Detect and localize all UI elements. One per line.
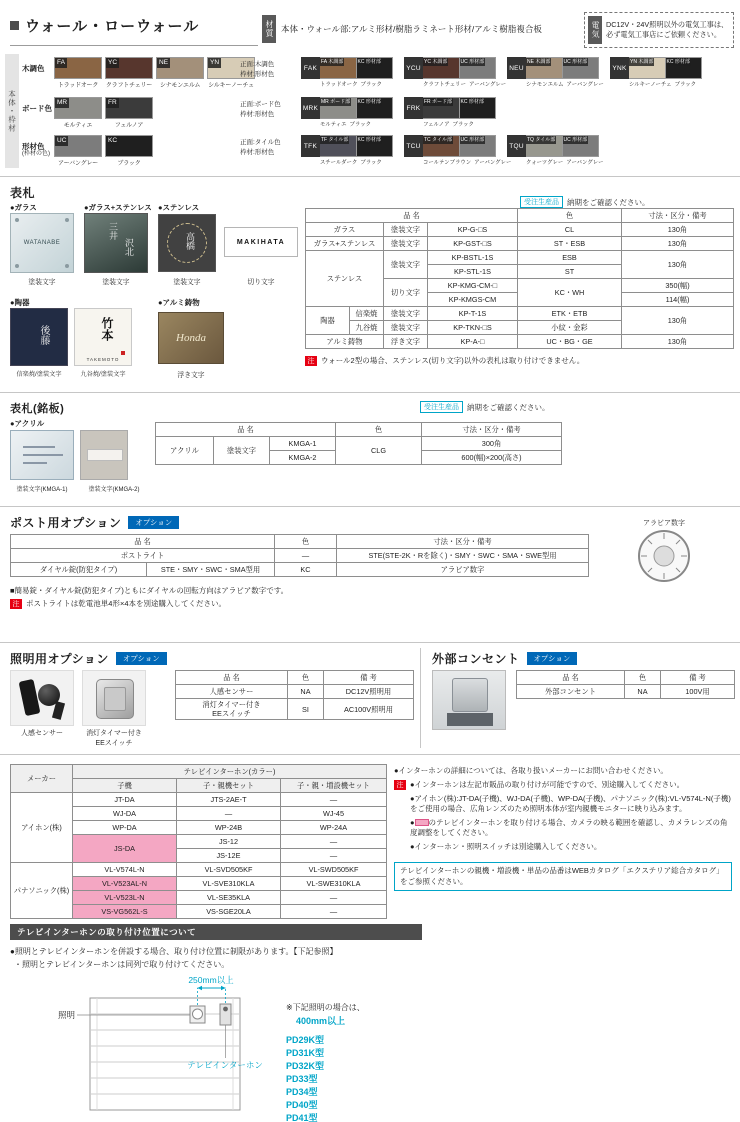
- row-label: 形材色 (枠材の色): [22, 142, 50, 158]
- color-combo: [301, 57, 393, 88]
- combo-left-tag: TF タイル部: [321, 137, 349, 143]
- color-combo: [404, 57, 507, 88]
- tile-combo-row: [240, 135, 604, 166]
- note-chip: 注: [305, 356, 317, 366]
- photo-caption: 塗装文字(KMGA-1): [16, 487, 68, 493]
- swatch-chip: [54, 57, 102, 79]
- swatch-code: YC: [108, 58, 118, 66]
- interphone-label: テレビインターホン: [187, 1060, 263, 1070]
- combo-row-label: 正面:木調色 枠材:形材色: [240, 61, 275, 79]
- dial-lock-illustration: [636, 528, 692, 584]
- combo-names: トラッドオーク ブラック: [320, 82, 382, 88]
- table-row: ダイヤル錠(防犯タイプ) STE・SMY・SWC・SMA型用 KC アラビア数字: [11, 563, 589, 577]
- nameplate-sample-text: 後藤: [38, 325, 49, 345]
- post-option-caution: 注 ポストライトは乾電池単4形×4本を別途購入してください。: [10, 599, 226, 609]
- combo-code: TFK: [301, 135, 320, 157]
- swatch-chip: [156, 57, 204, 79]
- ceramic-group-label: ●陶器: [10, 298, 30, 307]
- table-row: 人感センサー NA DC12V照明用: [176, 685, 414, 699]
- combo-right-swatch: [563, 57, 600, 79]
- col-header-size: 寸法・区分・備考: [422, 423, 562, 437]
- table-row: 外部コンセント NA 100V用: [517, 685, 735, 699]
- kutani-nameplate-photo: [74, 308, 132, 366]
- swatch-code: YN: [210, 58, 220, 66]
- swatch-name: クラフトチェリー: [105, 83, 153, 89]
- color-swatch: [54, 135, 102, 167]
- post-option-title: ポスト用オプション: [10, 516, 122, 530]
- swatch-name: フェルノア: [114, 123, 144, 129]
- combo-right-tag: UC 形材部: [460, 137, 485, 143]
- outdoor-outlet-photo: [432, 670, 506, 730]
- combo-names: スチールダーク ブラック: [320, 160, 382, 166]
- photo-caption: 塗装文字: [28, 279, 56, 286]
- header-row: [306, 209, 734, 223]
- option-badge: オプション: [116, 652, 167, 665]
- post-option-note: ■簡易錠・ダイヤル錠(防犯タイプ)ともにダイヤルの回転方向はアラビア数字です。: [10, 586, 289, 595]
- combo-left-tag: FR ボード部: [424, 99, 453, 105]
- swatch-code: FR: [108, 98, 117, 106]
- col-header-color: 色: [336, 423, 422, 437]
- shigaraki-nameplate-photo: [10, 308, 68, 366]
- lamp-model: PD41型: [286, 1113, 318, 1122]
- combo-right-tag: KC 形材部: [357, 137, 381, 143]
- combo-right-swatch: [460, 97, 497, 119]
- color-swatch: [54, 57, 102, 89]
- table-row: JS-DA JS-12 —: [11, 835, 387, 849]
- swatch-name: シナモンエルム: [159, 83, 201, 89]
- swatch-code: MR: [57, 98, 68, 106]
- body-frame-side-tab: 本体・枠材: [5, 54, 19, 168]
- page-title: ウォール・ローウォール: [25, 18, 200, 35]
- photo-caption: 塗装文字: [173, 279, 201, 286]
- combo-left-tag: TC タイル部: [424, 137, 452, 143]
- swatch-chip: [105, 97, 153, 119]
- combo-left-swatch: [320, 97, 357, 119]
- swatch-name: トラッドオーク: [57, 83, 99, 89]
- combo-left-swatch: [526, 57, 563, 79]
- dimension-label: 250mm以上: [188, 975, 234, 985]
- swatch-name: モルティエ: [63, 123, 93, 129]
- stainless-cut-nameplate-photo: [224, 227, 298, 257]
- light-option-title: 照明用オプション: [10, 652, 109, 666]
- table-row: WP-DA WP-24B WP-24A: [11, 821, 387, 835]
- light-option-table: [175, 670, 414, 720]
- option-badge: オプション: [527, 652, 578, 665]
- glass-stainless-group-label: ●ガラス+ステンレス: [84, 203, 152, 212]
- table-row: パナソニック(株) VL-V574L-N VL-SVD505KF VL-SWD505KF: [11, 863, 387, 877]
- interphone-note-top: ●インターホンの詳細については、各取り扱いメーカーにお問い合わせください。: [394, 766, 668, 775]
- motion-sensor-photo: [10, 670, 74, 726]
- table-row: WJ-DA — WJ-45: [11, 807, 387, 821]
- lamp-model: PD33型: [286, 1074, 318, 1084]
- combo-code: YCU: [404, 57, 423, 79]
- dial-label: アラビア数字: [643, 520, 685, 527]
- glass-group-label: ●ガラス: [10, 203, 37, 212]
- table-row: アクリル 塗装文字 KMGA-1 CLG 300角: [156, 437, 562, 451]
- combo-code: MRK: [301, 97, 320, 119]
- column-divider: [420, 648, 421, 748]
- combo-left-tag: FA 木調部: [321, 59, 344, 65]
- col-header-group: テレビインターホン(カラー): [73, 765, 387, 779]
- section-divider: [0, 176, 740, 177]
- table-row: KP-STL-1S ST: [306, 265, 734, 279]
- nameplate-sample-text: Honda: [176, 332, 206, 344]
- combo-code: TCU: [404, 135, 423, 157]
- photo-caption: 消灯タイマー付き EEスイッチ: [86, 730, 142, 747]
- swatch-code: KC: [108, 136, 118, 144]
- color-combo: [404, 135, 512, 166]
- outlet-title: 外部コンセント: [432, 652, 520, 666]
- nameplate-sample-text: MAKIHATA: [236, 238, 286, 246]
- col-header-size: 寸法・区分・備考: [622, 209, 734, 223]
- combo-right-tag: UC 形材部: [563, 137, 588, 143]
- table-row: KP-KMGS-CM 114(幅): [306, 293, 734, 307]
- combo-left-swatch: [629, 57, 666, 79]
- cast-aluminum-group-label: ●アルミ鋳物: [158, 298, 200, 307]
- web-catalog-note: テレビインターホンの親機・増設機・単品の品番はWEBカタログ「エクステリア総合カタログ」をご参照ください。: [394, 862, 732, 891]
- col-header-color: 色: [288, 671, 324, 685]
- mounting-position-header: テレビインターホンの取り付け位置について: [10, 924, 422, 940]
- combo-right-swatch: [357, 57, 394, 79]
- photo-caption: 九谷焼/塗装文字: [80, 371, 126, 378]
- combo-right-swatch: [357, 97, 394, 119]
- swatch-name: ブラック: [117, 161, 141, 167]
- col-header-name: 品 名: [156, 423, 336, 437]
- page-title-block: [10, 15, 258, 46]
- col-header-size: 寸法・区分・備考: [337, 535, 589, 549]
- combo-code: FAK: [301, 57, 320, 79]
- swatch-code: NE: [159, 58, 169, 66]
- post-option-table: [10, 534, 589, 577]
- note-chip: 注: [10, 599, 22, 609]
- wood-color-row: [22, 57, 258, 89]
- frame-color-row: [22, 135, 156, 167]
- combo-left-swatch: [423, 57, 460, 79]
- lamp-model-list: [286, 1034, 324, 1122]
- board-combo-row: [240, 97, 496, 128]
- wood-combo-row: [240, 57, 702, 88]
- lamp-model: PD29K型: [286, 1035, 325, 1045]
- mounting-bullet: ・照明とテレビインターホンは同列で取り付けてください。: [14, 960, 230, 969]
- photo-caption: 人感センサー: [21, 730, 63, 737]
- photo-caption: 信楽焼/塗装文字: [16, 371, 62, 378]
- section-divider: [0, 506, 740, 507]
- nameplate-sample-text: 高橋: [185, 232, 195, 250]
- made-to-order-chip: 受注生産品: [520, 196, 563, 208]
- col-header-note: 備 考: [324, 671, 414, 685]
- nameplate-sample-text: 三井: [108, 222, 118, 240]
- combo-names: フェルノア ブラック: [423, 122, 474, 128]
- combo-row-label: 正面:タイル色 枠材:形材色: [240, 139, 281, 157]
- table-row: JS-12E —: [11, 849, 387, 863]
- combo-right-swatch: [357, 135, 394, 157]
- table-row: VL-V523AL-N VL-SVE310KLA VL-SWE310KLA: [11, 877, 387, 891]
- interphone-table: [10, 764, 387, 919]
- combo-code: NEU: [507, 57, 526, 79]
- note-chip: 注: [394, 780, 406, 790]
- combo-left-swatch: [423, 135, 460, 157]
- cast-aluminum-nameplate-photo: [158, 312, 224, 364]
- col-header-maker: メーカー: [11, 765, 73, 793]
- swatch-chip: [54, 97, 102, 119]
- table-row: ポストライト — STE(STE-2K・Rを除く)・SMY・SWC・SMA・SWE型用: [11, 549, 589, 563]
- post-option-title-row: [10, 514, 179, 531]
- lighting-case-note: ※下記照明の場合は、: [286, 1003, 365, 1012]
- col-header-name: 品 名: [306, 209, 518, 223]
- combo-right-tag: UC 形材部: [563, 59, 588, 65]
- combo-names: シルキーノーチェ ブラック: [629, 82, 697, 88]
- color-swatch: [105, 135, 153, 167]
- material-label-chip: 材質: [262, 15, 276, 43]
- table-row: 陶器 信楽焼 塗装文字 KP-T-1S ETK・ETB 130角: [306, 307, 734, 321]
- acrylic-group-label: ●アクリル: [10, 419, 45, 428]
- combo-names: クォーツグレー アーバングレー: [526, 160, 604, 166]
- photo-caption: 浮き文字: [177, 372, 205, 379]
- combo-left-tag: NE 木調部: [527, 59, 551, 65]
- lamp-model: PD32K型: [286, 1061, 325, 1071]
- made-to-order-note: 受注生産品 納期をご確認ください。: [420, 401, 550, 413]
- header-row: [176, 671, 414, 685]
- outlet-table: [516, 670, 735, 699]
- swatch-chip: [105, 57, 153, 79]
- combo-names: モルティエ ブラック: [320, 122, 371, 128]
- combo-names: クラフトチェリー アーバングレー: [423, 82, 507, 88]
- row-label: 木調色: [22, 64, 45, 73]
- interphone-note: ●インターホン・照明スイッチは別途購入してください。: [410, 841, 602, 851]
- made-to-order-chip: 受注生産品: [420, 401, 463, 413]
- maker-cell: パナソニック(株): [11, 863, 73, 919]
- color-swatch: [54, 97, 102, 129]
- combo-left-tag: YC 木調部: [424, 59, 448, 65]
- interphone-note: ●インターホンは左記市販品の取り付けが可能ですので、別途購入してください。: [410, 780, 685, 789]
- col-header-color: 色: [625, 671, 661, 685]
- col-header-color: 色: [275, 535, 337, 549]
- color-swatch: [105, 97, 153, 129]
- board-color-row: [22, 97, 156, 129]
- electric-note-box: [584, 12, 734, 48]
- lighting-case-dimension: 400mm以上: [296, 1016, 346, 1026]
- glass-nameplate-photo: [10, 213, 74, 273]
- mounting-position-diagram: [50, 972, 290, 1122]
- option-badge: オプション: [128, 516, 179, 529]
- combo-left-swatch: [320, 135, 357, 157]
- maker-cell: アイホン(株): [11, 793, 73, 863]
- col-header-color: 色: [518, 209, 622, 223]
- swatch-code: UC: [57, 136, 67, 144]
- lamp-model: PD40型: [286, 1100, 318, 1110]
- color-combo: [507, 135, 604, 166]
- col-header-note: 備 考: [661, 671, 735, 685]
- color-swatch: [105, 57, 153, 89]
- made-to-order-note: 受注生産品 納期をご確認ください。: [520, 196, 650, 208]
- lamp-label: 照明: [58, 1010, 76, 1020]
- color-swatch: [156, 57, 204, 89]
- interphone-caution-block: [394, 780, 734, 855]
- row-label: ボード色: [22, 104, 52, 113]
- combo-left-swatch: [423, 97, 460, 119]
- combo-right-swatch: [563, 135, 600, 157]
- combo-names: コールテンブラウン アーバングレー: [423, 160, 512, 166]
- photo-caption: 切り文字: [247, 279, 275, 286]
- meiban-spec-table: [155, 422, 562, 465]
- col-header-name: 品 名: [176, 671, 288, 685]
- table-row: VS-VG562L-S VS-SGE20LA —: [11, 905, 387, 919]
- electric-note: DC12V・24V照明以外の電気工事は、 必ず電気工事店にご依頼ください。: [606, 19, 729, 39]
- combo-right-tag: KC 形材部: [357, 59, 381, 65]
- combo-left-swatch: [526, 135, 563, 157]
- swatch-name: シルキーノーチェ: [208, 83, 254, 89]
- photo-caption: 塗装文字(KMGA-2): [88, 487, 140, 493]
- combo-right-tag: KC 形材部: [357, 99, 381, 105]
- combo-right-swatch: [666, 57, 703, 79]
- header-row: [517, 671, 735, 685]
- combo-right-tag: KC 形材部: [460, 99, 484, 105]
- combo-left-tag: MR ボード部: [321, 99, 351, 105]
- title-square-icon: [10, 21, 19, 30]
- acrylic-nameplate-photo: [10, 430, 74, 480]
- table-row: アルミ鋳物 浮き文字 KP-A-□ UC・BG・GE 130角: [306, 335, 734, 349]
- combo-left-tag: TQ タイル部: [527, 137, 556, 143]
- combo-right-tag: UC 形材部: [460, 59, 485, 65]
- table-row: KMGA-2 600(幅)×200(高さ): [156, 451, 562, 465]
- seal-mark: [121, 351, 125, 355]
- mounting-bullet: ●照明とテレビインターホンを併設する場合、取り付け位置に制限があります。【下記参照】: [10, 947, 338, 956]
- nameplate-sample-subtext: TAKEMOTO: [86, 357, 120, 362]
- nameplate-sample-text: WATANABE: [23, 240, 61, 246]
- combo-right-swatch: [460, 57, 497, 79]
- plate-motif: [87, 449, 123, 461]
- combo-left-swatch: [320, 57, 357, 79]
- combo-row-label: 正面:ボード色 枠材:形材色: [240, 101, 281, 119]
- table-row: ガラス+ステンレス 塗装文字 KP-GST-□S ST・ESB 130角: [306, 237, 734, 251]
- section-divider: [0, 392, 740, 393]
- color-combo: [610, 57, 702, 88]
- swatch-chip: [105, 135, 153, 157]
- photo-caption: 塗装文字: [102, 279, 130, 286]
- table-row: 消灯タイマー付き EEスイッチ SI AC100V照明用: [176, 699, 414, 720]
- section-divider: [0, 754, 740, 755]
- nameplate-sample-text: 竹本: [100, 317, 114, 341]
- interphone-note: ● のテレビインターホンを取り付ける場合、カメラの映る範囲を確認し、カメラレンズの角度調整をしてください。: [410, 817, 728, 837]
- ee-switch-photo: [82, 670, 146, 726]
- swatch-name: アーバングレー: [57, 161, 98, 167]
- color-combo: [301, 135, 393, 166]
- nameplate-note: 注 ウォール2型の場合、ステンレス(切り文字)以外の表札は取り付けできません。: [305, 356, 584, 366]
- lamp-model: PD34型: [286, 1087, 318, 1097]
- table-row: アイホン(株) JT-DA JTS-2AE-T —: [11, 793, 387, 807]
- outlet-title-row: [432, 650, 577, 667]
- header-row: [11, 765, 387, 779]
- nameplate-spec-table: [305, 208, 734, 349]
- interphone-note: ●アイホン(株):JT-DA(子機)、WJ-DA(子機)、WP-DA(子機)、パナソニック(株):VL-V574L-N(子機)をご使用の場合、広角レンズのため照明本体が室内親機モニターに映り込みます。: [410, 793, 731, 813]
- col-header-name: 品 名: [11, 535, 275, 549]
- stainless-painted-nameplate-photo: [158, 214, 216, 272]
- section-divider: [0, 642, 740, 643]
- stainless-group-label: ●ステンレス: [158, 203, 200, 212]
- swatch-code: FA: [57, 58, 65, 66]
- table-row: ステンレス 塗装文字 KP-BSTL-1S ESB 130角: [306, 251, 734, 265]
- glass-stainless-nameplate-photo: [84, 213, 148, 273]
- electric-label-chip: 電気: [588, 16, 602, 44]
- material-info: [262, 15, 542, 43]
- table-row: 切り文字 KP-KMG-CM-□ KC・WH 350(幅): [306, 279, 734, 293]
- lamp-model: PD31K型: [286, 1048, 325, 1058]
- color-combo: [507, 57, 604, 88]
- material-text: 本体・ウォール部:アルミ形材/樹脂ラミネート形材/アルミ樹脂複合板: [281, 24, 542, 34]
- header-row: [156, 423, 562, 437]
- table-row: 九谷焼 塗装文字 KP-TKN-□S 小紋・金彩: [306, 321, 734, 335]
- color-combo: [404, 97, 496, 128]
- col-header-name: 品 名: [517, 671, 625, 685]
- nameplate-sample-text: 沢北: [124, 238, 134, 256]
- color-combo: [301, 97, 393, 128]
- acrylic-wide-nameplate-photo: [80, 430, 128, 480]
- combo-code: FRK: [404, 97, 423, 119]
- combo-names: シナモンエルム アーバングレー: [526, 82, 604, 88]
- table-row: ガラス 塗装文字 KP-G-□S CL 130角: [306, 223, 734, 237]
- combo-right-tag: KC 形材部: [666, 59, 690, 65]
- header-row: [11, 535, 589, 549]
- header-row: 子機 子・親機セット 子・親・増設機セット: [11, 779, 387, 793]
- combo-right-swatch: [460, 135, 497, 157]
- combo-code: YNK: [610, 57, 629, 79]
- combo-left-tag: YN 木調部: [630, 59, 654, 65]
- table-row: VL-V523L-N VL-SE35KLA —: [11, 891, 387, 905]
- pink-highlight-sample: [415, 819, 429, 826]
- light-option-title-row: [10, 650, 167, 667]
- meiban-section-title: 表札(銘板): [10, 403, 65, 415]
- nameplate-section-title: 表札: [10, 186, 36, 200]
- swatch-chip: [54, 135, 102, 157]
- combo-code: TQU: [507, 135, 526, 157]
